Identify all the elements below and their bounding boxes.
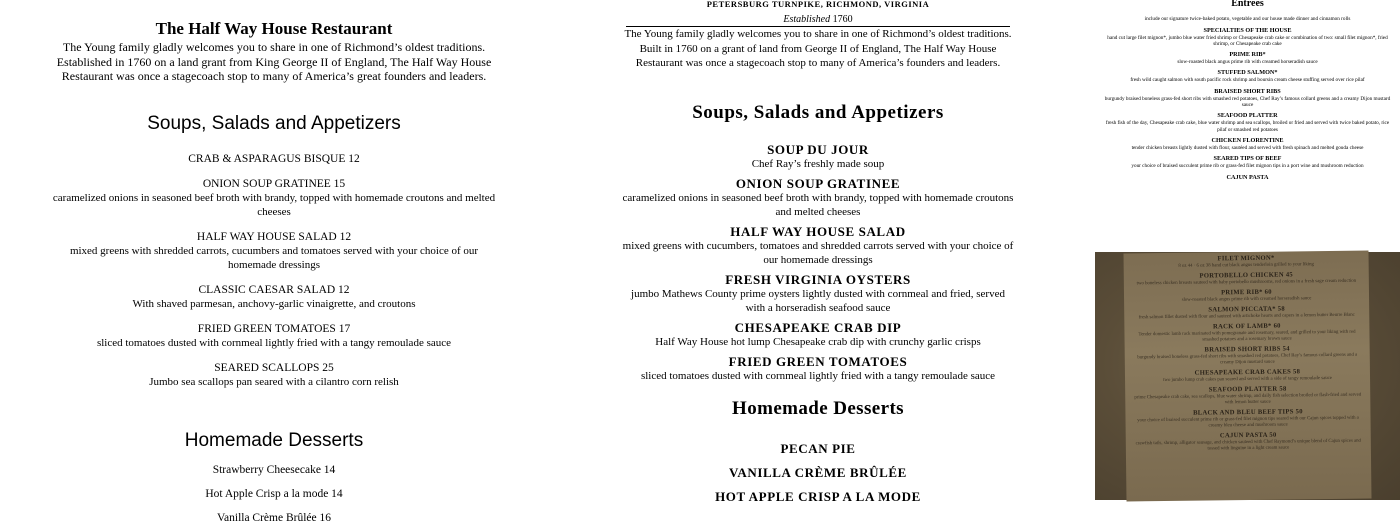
photo-item-name: PORTOBELLO CHICKEN 45	[1199, 271, 1294, 280]
photo-menu-item	[1125, 385, 1370, 408]
photo-item-name: SEAFOOD PLATTER 58	[1208, 385, 1287, 394]
dessert-item: Vanilla Crème Brûlée 16	[216, 511, 331, 524]
photo-item-description: 8 oz 44 · 6 oz 38 hand cut black angus tenderloin grilled to your liking	[1178, 262, 1314, 269]
photo-item-description: slow-roasted black angus prime rib with creamed horseradish sauce	[1181, 296, 1312, 303]
menu-item-description: With shaved parmesan, anchovy-garlic vinaigrette, and croutons	[132, 297, 416, 310]
photo-item-name: RACK OF LAMB* 60	[1212, 322, 1281, 331]
entree-description: tender chicken breasts lightly dusted with flour, sautéed and served with fresh spinach and melted gouda cheese	[1131, 144, 1364, 151]
entree-description: hand cut large filet mignon*, jumbo blue water fried shrimp or Chesapeake crab cake or combination of two: small filet mignon*, fried shrimp, or Chesapeake crab cake	[1107, 34, 1388, 47]
menu-item	[620, 320, 1016, 349]
entree-name: SEAFOOD PLATTER	[1217, 112, 1278, 120]
established-label: Established	[783, 14, 831, 25]
menu-item	[48, 230, 500, 272]
photo-menu-item	[1124, 254, 1369, 271]
dessert-item: Strawberry Cheesecake 14	[212, 463, 336, 476]
entree-item	[1103, 137, 1392, 151]
photo-item-name: PRIME RIB* 60	[1221, 288, 1272, 297]
menu-item-name: FRIED GREEN TOMATOES	[728, 353, 908, 369]
photo-item-description: your choice of braised succulent prime rib or grass-fed filet mignon tips seared with our Cajun spices topped with a creamy bleu cheese and mushroom sauce	[1137, 415, 1359, 429]
entree-name: STUFFED SALMON*	[1217, 69, 1278, 77]
entree-item	[1103, 69, 1392, 83]
entrees-intro: include our signature twice-baked potato, vegetable and our house made dinner and cinnamon rolls	[1144, 16, 1351, 22]
menu-item-description: Jumbo sea scallops pan seared with a cilantro corn relish	[149, 375, 399, 388]
photo-item-description: fresh salmon fillet dusted with flour and sauteed with artichoke hearts and capers in a lemon butter Beurre Blanc	[1138, 312, 1355, 321]
entree-item	[1103, 155, 1392, 169]
menu-photo-paper	[1123, 251, 1371, 502]
photo-item-description: two boneless chicken breasts sauteed with baby portobello mushrooms, red onions in a fresh sage cream reduction	[1136, 278, 1357, 287]
menu-item-name: CRAB & ASPARAGUS BISQUE 12	[188, 152, 360, 165]
photo-item-name: BLACK AND BLEU BEEF TIPS 50	[1193, 408, 1303, 417]
menu-item	[620, 176, 1016, 219]
photo-menu-item	[1125, 345, 1370, 368]
menu-item-description: sliced tomatoes dusted with cornmeal lightly fried with a tangy remoulade sauce	[96, 336, 452, 349]
restaurant-intro: The Young family gladly welcomes you to share in one of Richmond’s oldest traditions. Established in 1760 on a land grant from King George II of England, The Half Way House Restaurant was once a stagecoach stop to many of America’s great founders and leaders.	[56, 40, 492, 83]
appetizers-heading: Soups, Salads and Appetizers	[692, 101, 944, 123]
dessert-list	[48, 463, 500, 525]
restaurant-location: PETERSBURG TURNPIKE, RICHMOND, VIRGINIA	[706, 0, 930, 9]
photo-item-description: crawfish tails, shrimp, alligator sausage, and chicken sauteed with Chef Raymond’s unique blend of Cajun spices and tossed with linguine in a light cream sauce	[1135, 438, 1361, 452]
photo-item-description: prime Chesapeake crab cake, sea scallops, blue water shrimp, and daily fish selection broiled or flash-fried and served with lemon butter sauce	[1134, 392, 1362, 406]
entree-description: burgundy braised boneless grass-fed short ribs with smashed red potatoes, Chef Ray’s famous collard greens and a creamy Dijon mustard sauce	[1104, 95, 1391, 108]
menu-item-name: SOUP DU JOUR	[767, 141, 869, 157]
menu-item-name: CHESAPEAKE CRAB DIP	[734, 319, 902, 335]
restaurant-title: The Half Way House Restaurant	[155, 19, 393, 38]
menu-item-name: FRESH VIRGINIA OYSTERS	[725, 271, 911, 287]
desserts-heading: Homemade Desserts	[732, 397, 904, 419]
dessert-item: HOT APPLE CRISP A LA MODE	[715, 488, 921, 504]
photo-menu-item	[1124, 288, 1369, 305]
entree-name: SPECIALTIES OF THE HOUSE	[1203, 26, 1292, 34]
established-line	[620, 13, 1016, 26]
menu-item-description: jumbo Mathews County prime oysters lightly dusted with cornmeal and fried, served with a horseradish seafood sauce	[631, 287, 1005, 314]
appetizers-heading: Soups, Salads and Appetizers	[147, 112, 401, 134]
entree-name: CHICKEN FLORENTINE	[1211, 136, 1284, 144]
entree-item	[1103, 27, 1392, 48]
menu-item	[48, 152, 500, 166]
menu-item-description: caramelized onions in seasoned beef broth with brandy, topped with homemade croutons and melted cheeses	[622, 191, 1014, 218]
photo-menu-item	[1125, 368, 1370, 385]
entree-item	[1103, 88, 1392, 109]
entree-name: BRAISED SHORT RIBS	[1214, 87, 1281, 95]
menu-item	[48, 361, 500, 389]
menu-item-description: caramelized onions in seasoned beef broth with brandy, topped with homemade croutons and melted cheeses	[52, 191, 496, 218]
menu-item-name: HALF WAY HOUSE SALAD	[730, 223, 906, 239]
dessert-item: VANILLA CRÈME BRÛLÉE	[729, 464, 907, 480]
established-year: 1760	[832, 14, 853, 25]
menu-item	[620, 354, 1016, 383]
photo-item-description: Tender domestic lamb rack marinated with pomegranate and rosemary, seared, and grilled to your liking with red smashed potatoes and a rosemary brown sauce	[1138, 329, 1356, 343]
entree-description: slow-roasted black angus prime rib with creamed horseradish sauce	[1177, 59, 1318, 66]
photo-menu-item	[1124, 271, 1369, 288]
menu-item-name: ONION SOUP GRATINEE	[735, 175, 901, 191]
entree-description: fresh wild caught salmon with south pacific rock shrimp and boursin cream cheese stuffing served over rice pilaf	[1130, 77, 1365, 84]
middle-menu-panel	[620, 0, 1016, 504]
photo-item-name: FILET MIGNON*	[1217, 254, 1275, 263]
photo-item-name: SALMON PICCATA* 58	[1208, 305, 1286, 314]
entree-name: SEARED TIPS OF BEEF	[1213, 155, 1282, 163]
menu-item-name: SEARED SCALLOPS 25	[214, 361, 334, 374]
photo-item-name: BRAISED SHORT RIBS 54	[1204, 345, 1290, 354]
menu-item-name: CLASSIC CAESAR SALAD 12	[198, 283, 350, 296]
photo-item-description: two jumbo lump crab cakes pan seared and served with a side of tangy remoulade sauce	[1163, 375, 1332, 384]
menu-item	[48, 283, 500, 311]
appetizer-list	[620, 142, 1016, 383]
entrees-heading: Entrees	[1231, 0, 1264, 9]
dessert-item: PECAN PIE	[780, 440, 856, 456]
desserts-heading: Homemade Desserts	[184, 429, 364, 451]
entree-name: CAJUN PASTA	[1226, 174, 1269, 182]
entree-name: PRIME RIB*	[1229, 51, 1266, 59]
photo-item-name: CAJUN PASTA 50	[1219, 431, 1277, 440]
dessert-item: Hot Apple Crisp a la mode 14	[205, 487, 343, 500]
menu-item-description: mixed greens with cucumbers, tomatoes and shredded carrots served with your choice of our homemade dressings	[622, 239, 1014, 266]
photo-item-name: CHESAPEAKE CRAB CAKES 58	[1194, 368, 1301, 377]
entree-item	[1103, 112, 1392, 133]
menu-item-name: FRIED GREEN TOMATOES 17	[197, 322, 351, 335]
menu-item-name: ONION SOUP GRATINEE 15	[202, 177, 346, 190]
menu-photo	[1095, 252, 1400, 500]
entree-item	[1103, 51, 1392, 65]
appetizer-list	[48, 152, 500, 389]
photo-menu-item	[1125, 408, 1370, 431]
dessert-list	[620, 441, 1016, 504]
menu-item-description: sliced tomatoes dusted with cornmeal lightly fried with a tangy remoulade sauce	[640, 369, 996, 382]
restaurant-intro: The Young family gladly welcomes you to share in one of Richmond’s oldest traditions. Built in 1760 on a grant of land from George II of England, The Half Way House Restaurant was once a stagecoach stop to many of America’s founders and leaders.	[624, 28, 1012, 69]
menu-item-description: Half Way House hot lump Chesapeake crab dip with crunchy garlic crisps	[655, 335, 981, 348]
menu-item	[620, 142, 1016, 171]
left-menu-panel	[0, 0, 548, 524]
menu-item	[620, 272, 1016, 315]
photo-menu-item	[1124, 322, 1369, 345]
entree-description: fresh fish of the day, Chesapeake crab cake, blue water shrimp and sea scallops, broiled or fried and served with twice baked potato, rice pilaf or smashed red potatoes	[1105, 120, 1390, 133]
photo-item-description: burgundy braised boneless grass-fed short ribs with smashed red potatoes, Chef Ray’s famous collard greens and a creamy Dijon mustard sauce	[1137, 352, 1358, 366]
entree-description: your choice of braised succulent prime rib or grass-fed filet mignon tips in a port wine and mushroom reduction	[1131, 163, 1364, 170]
photo-menu-item	[1126, 430, 1371, 453]
menu-item	[620, 224, 1016, 267]
menu-item-name: HALF WAY HOUSE SALAD 12	[196, 230, 352, 243]
menu-item	[48, 177, 500, 219]
menu-item-description: Chef Ray’s freshly made soup	[751, 157, 885, 170]
photo-menu-item	[1124, 305, 1369, 322]
menu-item-description: mixed greens with shredded carrots, cucumbers and tomatoes served with your choice of our homemade dressings	[69, 244, 479, 271]
menu-item	[48, 322, 500, 350]
